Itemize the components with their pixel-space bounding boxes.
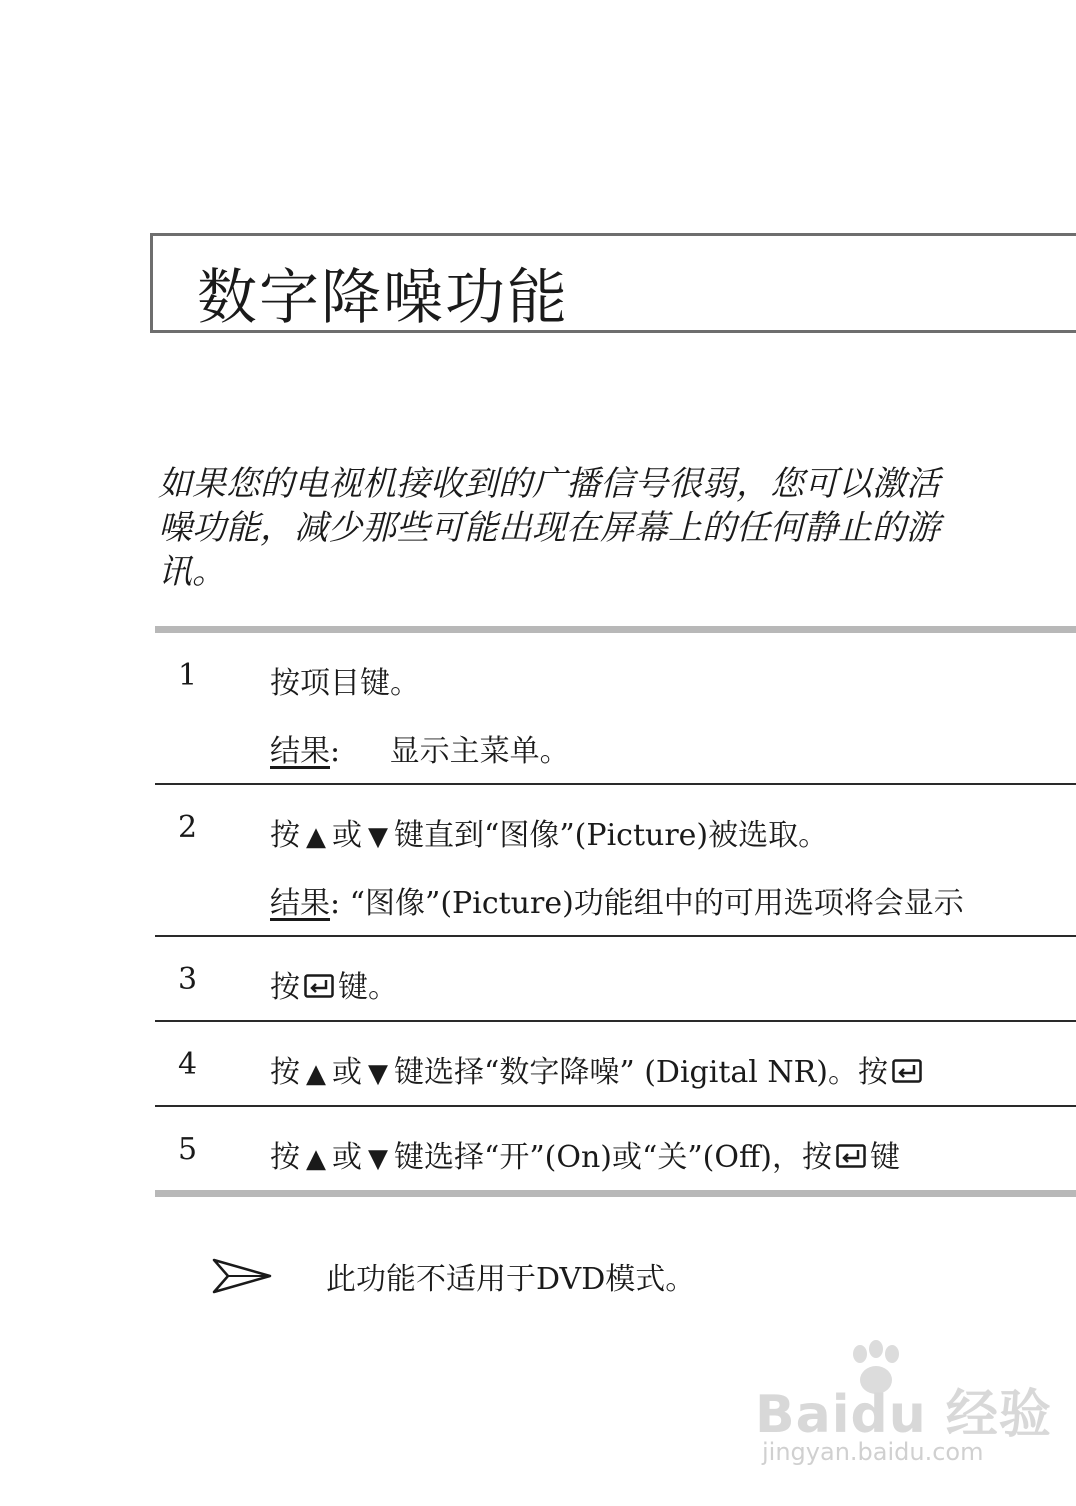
intro-paragraph bbox=[158, 462, 1076, 594]
step-text-part: 键直到“图像”(Picture)被选取。 bbox=[394, 818, 829, 853]
row-divider bbox=[155, 935, 1076, 937]
step-text-part: 或 bbox=[332, 1140, 362, 1175]
up-arrow-icon: ▲ bbox=[306, 822, 326, 852]
enter-key-icon bbox=[892, 1059, 922, 1083]
page-title: 数字降噪功能 bbox=[197, 263, 569, 333]
row-divider bbox=[155, 1105, 1076, 1107]
step-text-part: 按 bbox=[270, 970, 300, 1005]
step-number: 4 bbox=[178, 1047, 198, 1082]
intro-line: 噪功能，减少那些可能出现在屏幕上的任何静止的游 bbox=[158, 508, 940, 548]
enter-key-icon bbox=[304, 974, 334, 998]
up-arrow-icon: ▲ bbox=[306, 1144, 326, 1174]
result-label: 结果 bbox=[270, 886, 330, 921]
watermark-url: jingyan.baidu.com bbox=[762, 1438, 984, 1466]
step-instruction: 按项目键。 bbox=[270, 666, 420, 701]
down-arrow-icon: ▼ bbox=[368, 1059, 388, 1089]
step-number: 5 bbox=[178, 1132, 198, 1167]
result-separator: : bbox=[330, 886, 341, 921]
step-instruction bbox=[270, 962, 398, 1006]
row-divider bbox=[155, 783, 1076, 785]
step-text-part: 键 bbox=[870, 1140, 900, 1175]
step-text-part: 或 bbox=[332, 1055, 362, 1090]
step-instruction bbox=[270, 810, 828, 854]
down-arrow-icon: ▼ bbox=[368, 1144, 388, 1174]
step-text-part: 按 bbox=[270, 1140, 300, 1175]
step-text-part: 按 bbox=[270, 818, 300, 853]
result-label: 结果 bbox=[270, 734, 330, 769]
step-number: 2 bbox=[178, 810, 198, 845]
step-text-part: 键选择“开”(On)或“关”(Off)，按 bbox=[394, 1140, 832, 1175]
step-text-part: 键选择“数字降噪” (Digital NR)。按 bbox=[394, 1055, 888, 1090]
watermark-logo: Baidu 经验 bbox=[755, 1385, 1052, 1445]
table-bottom-rule bbox=[155, 1190, 1076, 1197]
intro-line: 讯。 bbox=[158, 552, 226, 592]
result-text: “图像”(Picture)功能组中的可用选项将会显示 bbox=[349, 886, 964, 921]
step-instruction bbox=[270, 1132, 900, 1176]
step-text-part: 或 bbox=[332, 818, 362, 853]
step-text-part: 按 bbox=[270, 1055, 300, 1090]
table-top-rule bbox=[155, 626, 1076, 633]
step-result bbox=[270, 726, 570, 770]
step-number: 1 bbox=[178, 658, 198, 693]
step-number: 3 bbox=[178, 962, 198, 997]
arrow-pointer-icon bbox=[212, 1258, 272, 1294]
down-arrow-icon: ▼ bbox=[368, 822, 388, 852]
row-divider bbox=[155, 1020, 1076, 1022]
step-result bbox=[270, 878, 964, 922]
intro-line: 如果您的电视机接收到的广播信号很弱，您可以激活 bbox=[158, 464, 940, 504]
up-arrow-icon: ▲ bbox=[306, 1059, 326, 1089]
step-instruction bbox=[270, 1047, 926, 1091]
result-text: 显示主菜单。 bbox=[389, 734, 570, 769]
title-box bbox=[150, 233, 1076, 333]
note-text: 此功能不适用于DVD模式。 bbox=[326, 1262, 696, 1297]
result-separator: : bbox=[330, 734, 341, 769]
enter-key-icon bbox=[836, 1144, 866, 1168]
step-text-part: 键。 bbox=[338, 970, 398, 1005]
